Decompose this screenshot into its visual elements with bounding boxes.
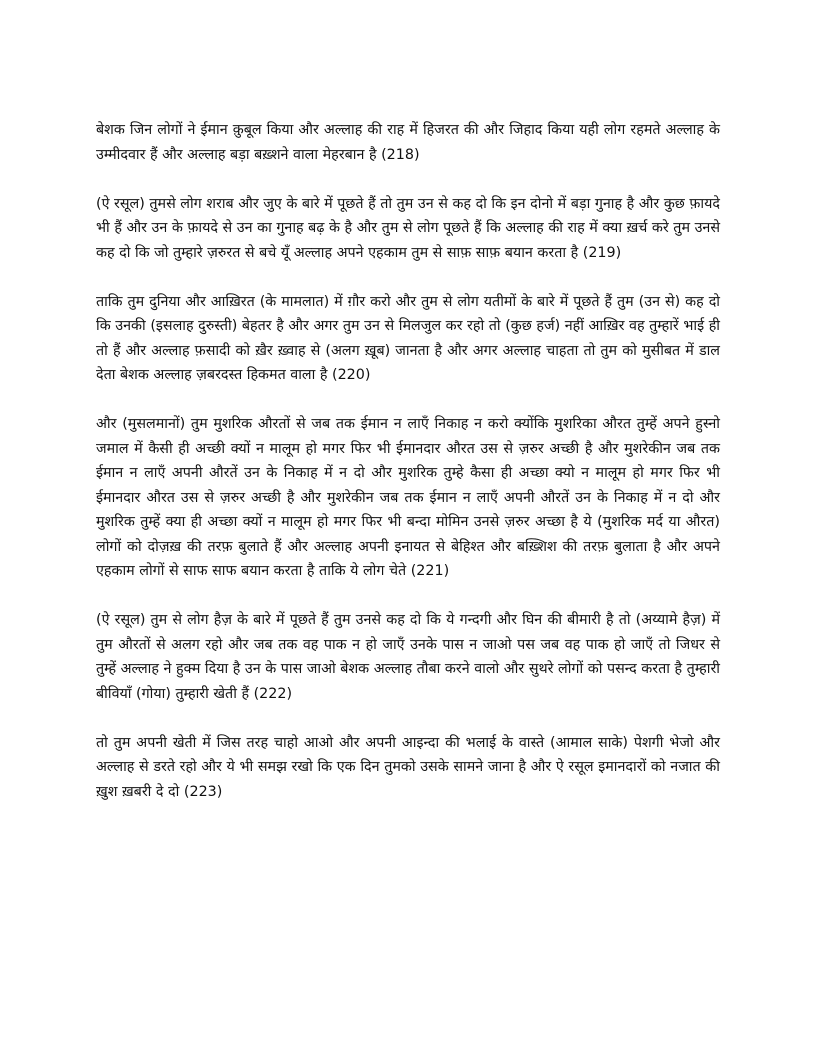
paragraph-verse-222: (ऐ रसूल) तुम से लोग हैज़ के बारे में पूछते हैं तुम उनसे कह दो कि ये गन्दगी और घिन की बीमारी है तो (अय्यामे हैज़) में तुम औरतों से अलग रहो और जब तक वह पाक न हो जाएँ उनके पास न जाओ पस जब वह पाक हो जाएँ तो जिधर से तुम्हें अल्लाह ने हुक्म दिया है उन के पास जाओ बेशक अल्लाह तौबा करने वालो और सुथरे लोगों को पसन्द करता है तुम्हारी बीवियाँ (गोया) तुम्हारी खेती हैं (222) (96, 612, 720, 702)
paragraph-verse-219: (ऐ रसूल) तुमसे लोग शराब और जुए के बारे में पूछते हैं तो तुम उन से कह दो कि इन दोनो में बड़ा गुनाह है और कुछ फ़ायदे भी हैं और उन के फ़ायदे से उन का गुनाह बढ़ के है और तुम से लोग पूछते हैं कि अल्लाह की राह में क्या ख़र्च करे तुम उनसे कह दो कि जो तुम्हारे ज़रुरत से बचे यूँ अल्लाह अपने एहकाम तुम से साफ़ साफ़ बयान करता है (219) (96, 195, 720, 261)
paragraph-verse-223: तो तुम अपनी खेती में जिस तरह चाहो आओ और अपनी आइन्दा की भलाई के वास्ते (आमाल साके) पेशगी भेजो और अल्लाह से डरते रहो और ये भी समझ रखो कि एक दिन तुमको उसके सामने जाना है और ऐ रसूल इमानदारों को नजात की ख़ुश ख़बरी दे दो (223) (96, 734, 720, 800)
document-page (96, 118, 720, 829)
paragraph-verse-218: बेशक जिन लोगों ने ईमान क़ुबूल किया और अल्लाह की राह में हिजरत की और जिहाद किया यही लोग रहमते अल्लाह के उम्मीदवार हैं और अल्लाह बड़ा बख़्शने वाला मेहरबान है (218) (96, 122, 720, 163)
paragraph-verse-221: और (मुसलमानों) तुम मुशरिक औरतों से जब तक ईमान न लाएँ निकाह न करो क्योंकि मुशरिका औरत तुम्हें अपने हुस्नो जमाल में कैसी ही अच्छी क्यों न मालूम हो मगर फिर भी ईमानदार औरत उस से ज़रुर अच्छी है और मुशरेकीन जब तक ईमान न लाएँ अपनी औरतें उन के निकाह में न दो और मुशरिक तुम्हे कैसा ही अच्छा क्यो न मालूम हो मगर फिर भी ईमानदार औरत उस से ज़रुर अच्छी है और मुशरेकीन जब तक ईमान न लाएँ अपनी औरतें उन के निकाह में न दो और मुशरिक तुम्हें क्या ही अच्छा क्यों न मालूम हो मगर फिर भी बन्दा मोमिन उनसे ज़रुर अच्छा है ये (मुशरिक मर्द या औरत) लोगों को दोज़ख़ की तरफ़ बुलाते हैं और अल्लाह अपनी इनायत से बेहिश्त और बख़्शिश की तरफ़ बुलाता है और अपने एहकाम लोगों से साफ साफ बयान करता है ताकि ये लोग चेते (221) (96, 416, 720, 579)
paragraph-verse-220: ताकि तुम दुनिया और आख़िरत (के मामलात) में ग़ौर करो और तुम से लोग यतीमों के बारे में पूछते हैं तुम (उन से) कह दो कि उनकी (इसलाह दुरुस्ती) बेहतर है और अगर तुम उन से मिलजुल कर रहो तो (कुछ हर्ज) नहीं आख़िर वह तुम्हारें भाई ही तो हैं और अल्लाह फ़सादी को ख़ैर ख़्वाह से (अलग ख़ूब) जानता है और अगर अल्लाह चाहता तो तुम को मुसीबत में डाल देता बेशक अल्लाह ज़बरदस्त हिकमत वाला है (220) (96, 293, 720, 383)
